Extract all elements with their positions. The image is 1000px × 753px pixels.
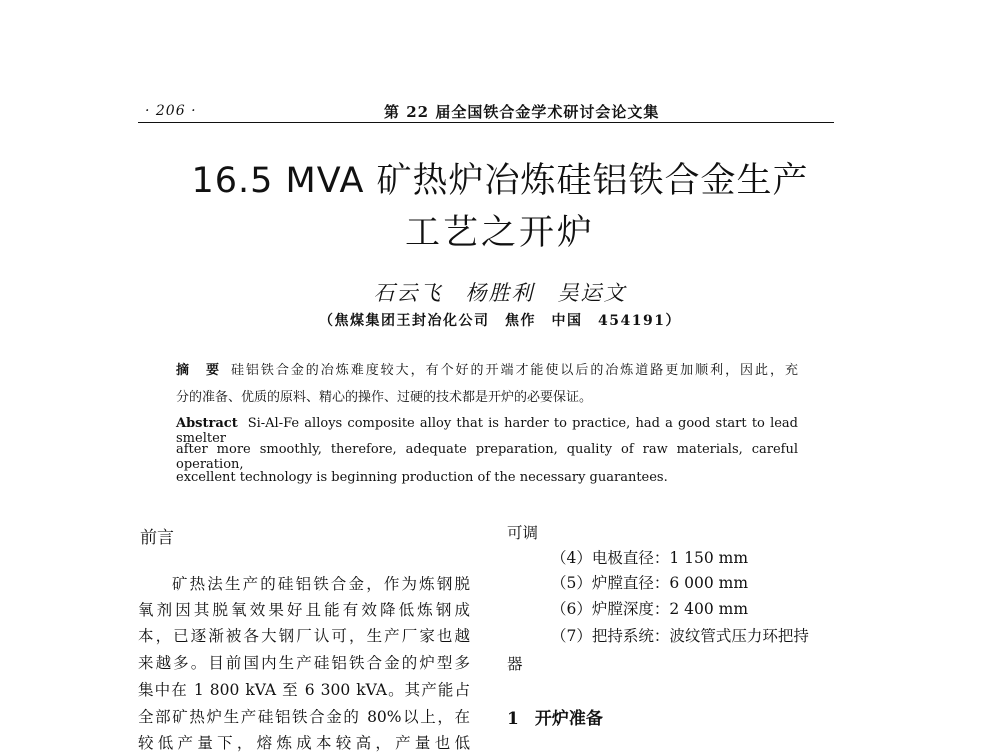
abstract-en-text-1: Si-Al-Fe alloys composite alloy that is harder to practice, had a good start to lead smelter	[176, 416, 798, 446]
abstract-cn-text-1: 硅铝铁合金的冶炼难度较大，有个好的开端才能使以后的冶炼道路更加顺利，因此，充	[230, 363, 798, 378]
authors: 石云飞 杨胜利 吴运文	[373, 281, 627, 305]
body-line: 全部矿热炉生产硅铝铁合金的 80%以上，在	[138, 708, 470, 726]
spec-item-hearth-depth: （6）炉膛深度：2 400 mm	[551, 600, 749, 618]
section-heading-preface: 前言	[140, 528, 174, 548]
abstract-en-line-2: after more smoothly, therefore, adequate preparation, quality of raw materials, careful operation,	[176, 442, 798, 472]
spec-item-holding-system-wrap: 器	[507, 655, 523, 673]
continuation-text: 可调	[507, 524, 539, 542]
abstract-en-label: Abstract	[176, 416, 238, 431]
spec-item-holding-system: （7）把持系统：波纹管式压力环把持	[551, 627, 809, 645]
running-header-title: 第 22 届全国铁合金学术研讨会论文集	[384, 103, 660, 121]
paper-title-line-2: 工艺之开炉	[404, 213, 595, 253]
body-line-cut: 较低产量下，熔炼成本较高，产量也低	[138, 734, 470, 752]
abstract-cn-label: 摘 要	[176, 363, 221, 378]
abstract-cn-line-1	[176, 359, 798, 378]
page-number: · 206 ·	[145, 103, 197, 119]
spec-item-electrode-diameter: （4）电极直径：1 150 mm	[551, 549, 749, 567]
paper-title-line-1: 16.5 MVA 矿热炉冶炼硅铝铁合金生产	[191, 161, 809, 201]
spec-item-hearth-diameter: （5）炉膛直径：6 000 mm	[551, 574, 749, 592]
body-line: 氧剂因其脱氧效果好且能有效降低炼钢成	[138, 601, 470, 619]
abstract-en-line-3: excellent technology is beginning production of the necessary guarantees.	[176, 470, 668, 485]
body-line: 本，已逐渐被各大钢厂认可，生产厂家也越	[138, 627, 470, 645]
section-number: 1	[507, 709, 519, 729]
body-line: 矿热法生产的硅铝铁合金，作为炼钢脱	[172, 575, 470, 593]
abstract-cn-line-2: 分的准备、优质的原料、精心的操作、过硬的技术都是开炉的必要保证。	[176, 390, 593, 405]
section-heading-1	[507, 704, 603, 729]
affiliation: （焦煤集团王封冶化公司 焦作 中国 454191）	[319, 313, 681, 329]
header-rule	[138, 122, 834, 123]
body-line: 集中在 1 800 kVA 至 6 300 kVA。其产能占	[138, 681, 470, 699]
body-line: 来越多。目前国内生产硅铝铁合金的炉型多	[138, 654, 470, 672]
section-title: 开炉准备	[534, 709, 603, 729]
